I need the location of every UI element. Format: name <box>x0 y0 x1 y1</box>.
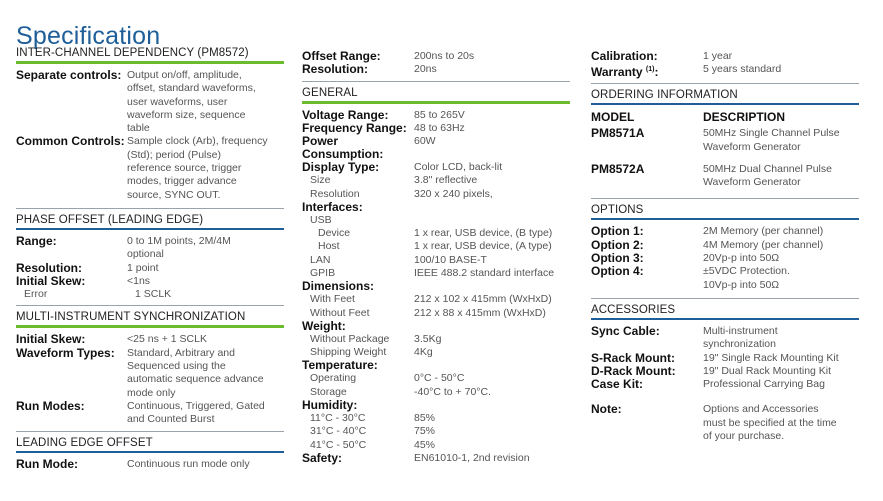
spec-value-line: ±5VDC Protection. <box>703 265 790 278</box>
spec-label: S-Rack Mount: <box>591 350 675 365</box>
spec-label: Without Package <box>310 332 390 345</box>
spec-row-warranty <box>591 63 859 79</box>
spec-row <box>591 239 859 252</box>
spec-row <box>302 386 570 399</box>
spec-row <box>302 109 570 122</box>
spec-value <box>703 265 790 292</box>
spec-value <box>703 325 778 352</box>
spec-label: Resolution <box>310 187 360 200</box>
spec-row <box>591 265 859 292</box>
spec-row <box>16 333 284 346</box>
spec-value-line: user waveforms, user <box>127 95 228 108</box>
spec-value-line: table <box>127 122 150 135</box>
spec-value-line: 1 point <box>127 261 159 274</box>
label-colon: : <box>654 65 659 80</box>
spec-label: Error <box>24 288 48 301</box>
spec-row <box>16 69 284 135</box>
spec-label: Case Kit: <box>591 377 644 392</box>
page-title: Specification <box>16 21 161 50</box>
spec-label: Safety: <box>302 450 343 465</box>
divider <box>16 208 284 209</box>
spec-value-line: <1ns <box>127 274 151 287</box>
spec-label: Option 1: <box>591 224 644 239</box>
section-phase-offset <box>16 211 284 301</box>
spec-label: Storage <box>310 385 347 398</box>
spec-value-line: source, SYNC OUT. <box>127 188 221 201</box>
spec-label: Common Controls: <box>16 134 125 149</box>
column-header-description: DESCRIPTION <box>703 110 786 125</box>
spec-value-line: Output on/off, amplitude, <box>127 69 242 81</box>
spec-row <box>302 425 570 438</box>
spec-label: Size <box>310 174 331 187</box>
spec-row <box>302 161 570 174</box>
section-header: ORDERING INFORMATION <box>591 89 738 102</box>
spec-value: EN61010-1, 2nd revision <box>414 451 530 464</box>
spec-value: 60W <box>414 135 436 148</box>
section-inter-channel <box>16 44 284 202</box>
spec-value <box>703 352 839 365</box>
section-header: GENERAL <box>302 86 358 99</box>
spec-value-line: (Std); period (Pulse) <box>127 148 221 161</box>
spec-value <box>127 400 265 427</box>
spec-value: 1 year <box>703 50 733 62</box>
spec-label: 41°C - 50°C <box>310 438 367 451</box>
spec-value: 100/10 BASE-T <box>414 253 487 266</box>
spec-row <box>302 63 570 76</box>
spec-value <box>703 252 779 265</box>
spec-value: 320 x 240 pixels, <box>414 187 493 200</box>
description-line: 50MHz Dual Channel Pulse <box>703 162 832 175</box>
description-line: Waveform Generator <box>703 140 801 153</box>
spec-row <box>16 275 284 288</box>
spec-label: Device <box>318 227 351 240</box>
spec-label: Range: <box>16 233 57 248</box>
spec-label: Dimensions: <box>302 279 375 294</box>
spec-label: Initial Skew: <box>16 273 86 288</box>
spec-value-line: automatic sequence advance <box>127 373 264 386</box>
model-number: PM8572A <box>591 161 645 176</box>
spec-value-line: 10Vp-p into 50Ω <box>703 278 780 291</box>
spec-value-line: Continuous, Triggered, Gated <box>127 399 265 412</box>
divider <box>591 83 859 84</box>
header-underline <box>591 218 859 220</box>
spec-value <box>414 63 437 76</box>
spec-label: Option 4: <box>591 264 644 279</box>
spec-value: 1 x rear, USB device, (A type) <box>414 240 552 253</box>
spec-value-line: Standard, Arbitrary and <box>127 346 235 359</box>
spec-row <box>302 122 570 135</box>
spec-value: 212 x 88 x 415mm (WxHxD) <box>414 306 546 319</box>
spec-label: Separate controls: <box>16 68 122 82</box>
header-underline <box>16 61 284 64</box>
spec-label: Offset Range: <box>302 49 381 63</box>
spec-label: Resolution: <box>302 62 368 77</box>
header-underline <box>16 228 284 230</box>
spec-row-calibration <box>591 50 859 63</box>
section-header: PHASE OFFSET (LEADING EDGE) <box>16 213 204 226</box>
spec-label: Humidity: <box>302 398 358 413</box>
spec-row <box>302 188 570 201</box>
spec-label: With Feet <box>310 293 355 306</box>
spec-value-line: offset, standard waveforms, <box>127 82 256 95</box>
spec-row <box>302 280 570 293</box>
spec-value <box>703 239 823 252</box>
header-underline <box>16 325 284 328</box>
spec-value <box>135 288 171 301</box>
spec-row <box>302 333 570 346</box>
spec-label <box>591 63 703 79</box>
spec-value: 45% <box>414 438 436 451</box>
spec-value: 4Kg <box>414 346 433 359</box>
note-text <box>703 403 837 443</box>
section-accessories <box>591 301 859 391</box>
spec-row <box>302 346 570 359</box>
header-underline <box>16 451 284 453</box>
spec-value: Color LCD, back-lit <box>414 161 503 174</box>
spec-label: Run Mode: <box>16 456 78 471</box>
spec-value: -40°C to + 70°C. <box>414 385 491 398</box>
spec-value-line: optional <box>127 248 164 261</box>
spec-label: Calibration: <box>591 49 658 63</box>
spec-label: 11°C - 30°C <box>310 412 366 425</box>
spec-label: Run Modes: <box>16 398 85 413</box>
spec-row <box>16 400 284 427</box>
spec-label: Frequency Range: <box>302 120 407 135</box>
column-right <box>591 50 859 443</box>
spec-value <box>127 262 159 275</box>
spec-value: 5 years standard <box>703 63 782 76</box>
section-leading-edge <box>16 434 284 471</box>
spec-value <box>127 69 256 135</box>
spec-value: 3.8" reflective <box>414 174 478 187</box>
spec-label: Power Consumption: <box>302 134 384 162</box>
spec-row <box>16 347 284 400</box>
description-line: 50MHz Single Channel Pulse <box>703 127 840 140</box>
header-underline <box>591 103 859 105</box>
spec-row <box>302 372 570 385</box>
description-line: Waveform Generator <box>703 176 801 189</box>
section-header: MULTI-INSTRUMENT SYNCHRONIZATION <box>16 311 246 324</box>
spec-value <box>703 225 823 238</box>
spec-value: 85% <box>414 412 436 425</box>
note-label: Note: <box>591 402 622 417</box>
column-left <box>16 44 284 471</box>
spec-label: Waveform Types: <box>16 345 115 360</box>
note-row <box>591 403 859 443</box>
spec-row <box>302 50 570 63</box>
spec-row <box>302 214 570 227</box>
spec-value: 48 to 63Hz <box>414 121 465 134</box>
spec-label: Initial Skew: <box>16 332 86 347</box>
note-line: of your purchase. <box>703 430 785 443</box>
spec-row <box>302 227 570 240</box>
spec-label: Sync Cable: <box>591 323 660 338</box>
spec-label: D-Rack Mount: <box>591 363 676 378</box>
spec-value <box>127 235 231 262</box>
spec-value <box>127 458 250 471</box>
spec-label: Host <box>318 240 340 253</box>
spec-row <box>302 267 570 280</box>
spec-label: Option 2: <box>591 237 644 252</box>
spec-row <box>16 288 284 301</box>
order-item <box>591 163 859 190</box>
spec-row <box>591 365 859 378</box>
spec-value: 1 x rear, USB device, (B type) <box>414 227 553 240</box>
spec-label: Shipping Weight <box>310 346 387 359</box>
spec-value-line: mode only <box>127 386 176 399</box>
spec-value-line: Professional Carrying Bag <box>703 378 825 391</box>
note-line: Options and Accessories <box>703 403 819 416</box>
spec-value-line: 19" Dual Rack Mounting Kit <box>703 364 832 377</box>
spec-row <box>16 262 284 275</box>
spec-value-line: Sequenced using the <box>127 360 226 373</box>
spec-value-line: Continuous run mode only <box>127 457 250 470</box>
spec-row <box>591 325 859 352</box>
header-underline <box>302 101 570 104</box>
spec-value-line: 4M Memory (per channel) <box>703 238 824 251</box>
spec-value <box>127 275 150 288</box>
section-header: OPTIONS <box>591 204 644 217</box>
spec-row <box>591 252 859 265</box>
header-underline <box>591 318 859 320</box>
model-number: PM8571A <box>591 126 645 141</box>
section-header: INTER-CHANNEL DEPENDENCY (PM8572) <box>16 47 249 59</box>
spec-row <box>591 378 859 391</box>
spec-row <box>302 254 570 267</box>
spec-value: 85 to 265V <box>414 108 465 121</box>
warranty-label: Warranty <box>591 65 643 80</box>
spec-label: Without Feet <box>310 306 370 319</box>
spec-label: Temperature: <box>302 358 378 373</box>
spec-value <box>414 50 474 63</box>
spec-label: USB <box>310 214 332 227</box>
spec-value-line: 0 to 1M points, 2M/4M <box>127 234 231 247</box>
section-header: LEADING EDGE OFFSET <box>16 436 153 449</box>
spec-row <box>302 174 570 187</box>
spec-label: Operating <box>310 372 357 385</box>
section-multi-sync <box>16 308 284 426</box>
spec-value: 0°C - 50°C <box>414 372 465 385</box>
spec-value-line: Multi-instrument <box>703 324 778 337</box>
spec-value-line: Sample clock (Arb), frequency <box>127 135 268 148</box>
footnote-marker: (1) <box>645 66 655 74</box>
ordering-table-header <box>591 110 859 124</box>
model-description <box>703 127 840 154</box>
spec-row <box>16 235 284 262</box>
spec-row <box>302 452 570 465</box>
section-general <box>302 84 570 466</box>
section-ordering <box>591 86 859 189</box>
spec-row <box>302 412 570 425</box>
spec-row <box>16 458 284 471</box>
spec-value <box>703 365 831 378</box>
spec-label: Resolution: <box>16 260 82 275</box>
spec-label: LAN <box>310 253 331 266</box>
spec-value <box>127 347 264 400</box>
spec-row <box>302 240 570 253</box>
spec-value <box>127 333 207 346</box>
order-item <box>591 127 859 154</box>
section-header: ACCESSORIES <box>591 303 676 316</box>
spec-value-line: reference source, trigger <box>127 162 242 175</box>
model-description <box>703 163 832 190</box>
spec-value-line: 20Vp-p into 50Ω <box>703 252 780 265</box>
spec-label: Voltage Range: <box>302 107 389 122</box>
spec-row <box>302 320 570 333</box>
spec-value: IEEE 488.2 standard interface <box>414 266 555 279</box>
spec-value-line: <25 ns + 1 SCLK <box>127 333 207 346</box>
spec-row <box>302 201 570 214</box>
spec-value-line: 200ns to 20s <box>414 50 475 62</box>
spec-value-line: synchronization <box>703 338 776 351</box>
divider <box>16 431 284 432</box>
spec-value: 75% <box>414 425 436 438</box>
column-header-model: MODEL <box>591 110 635 125</box>
spec-value: 3.5Kg <box>414 332 442 345</box>
spec-value-line: 19" Single Rack Mounting Kit <box>703 351 839 364</box>
spec-value-line: modes, trigger advance <box>127 175 237 188</box>
column-middle <box>302 50 570 465</box>
spec-row <box>302 439 570 452</box>
divider <box>591 298 859 299</box>
spec-value-line: waveform size, sequence <box>127 108 246 121</box>
spec-value-line: 1 SCLK <box>135 288 172 301</box>
spec-row <box>302 399 570 412</box>
note-line: must be specified at the time <box>703 416 837 429</box>
spec-label: Option 3: <box>591 251 644 266</box>
spec-label: GPIB <box>310 266 336 279</box>
spec-value: 212 x 102 x 415mm (WxHxD) <box>414 293 552 306</box>
spec-value-line: 2M Memory (per channel) <box>703 225 824 238</box>
spec-row <box>302 307 570 320</box>
spec-row <box>302 293 570 306</box>
spec-value-line: and Counted Burst <box>127 413 215 426</box>
spec-row <box>591 352 859 365</box>
spec-value-line: 20ns <box>414 63 437 76</box>
spec-label: Interfaces: <box>302 200 363 215</box>
section-options <box>591 201 859 291</box>
spec-value <box>703 378 825 391</box>
spec-row <box>302 359 570 372</box>
spec-row <box>591 225 859 238</box>
spec-value <box>127 135 268 201</box>
spec-row <box>302 135 570 161</box>
divider <box>591 198 859 199</box>
spec-label: Weight: <box>302 318 346 333</box>
spec-label: 31°C - 40°C <box>310 425 367 438</box>
spec-label: Display Type: <box>302 160 380 175</box>
divider <box>302 81 570 82</box>
divider <box>16 305 284 306</box>
spec-row <box>16 135 284 201</box>
